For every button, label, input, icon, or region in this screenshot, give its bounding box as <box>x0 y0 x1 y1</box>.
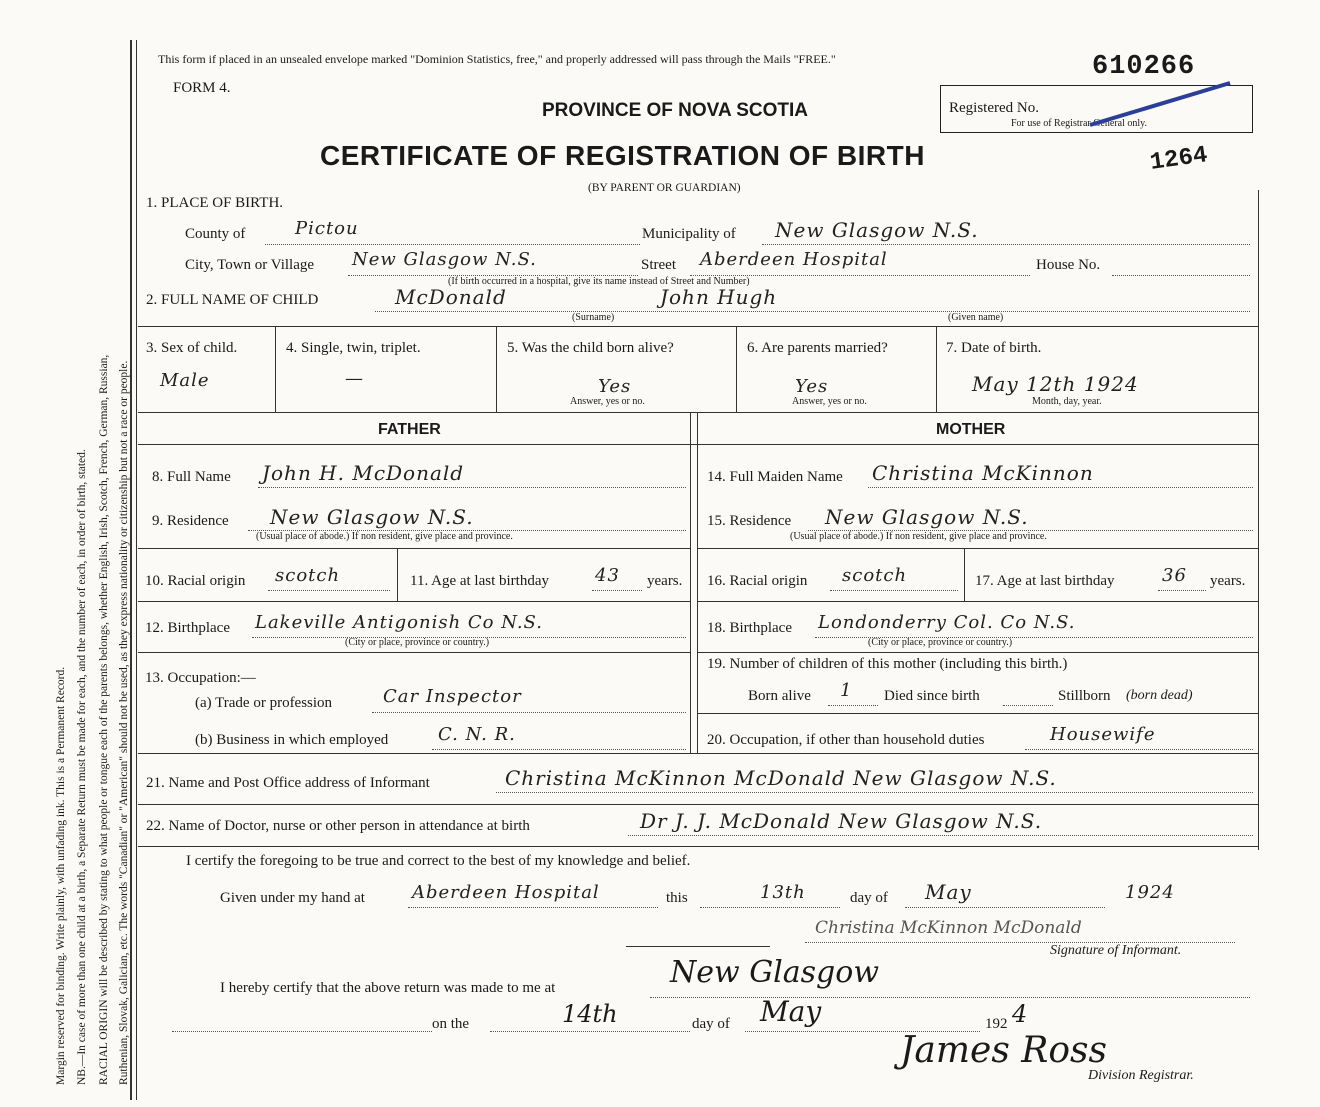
house-no-line <box>1112 275 1250 276</box>
registrar-statement: I hereby certify that the above return was made to me at <box>220 980 556 996</box>
certification-divider <box>626 946 770 947</box>
mother-birthplace-value: Londonderry Col. Co N.S. <box>818 612 1076 633</box>
mother-heading: MOTHER <box>936 421 1006 438</box>
given-year-value: 1924 <box>1125 882 1175 903</box>
mother-residence-label: 15. Residence <box>707 513 792 529</box>
children-count-label: 19. Number of children of this mother (including this birth.) <box>707 656 1068 672</box>
page-title: CERTIFICATE OF REGISTRATION OF BIRTH <box>320 140 925 171</box>
row-3-divider-4 <box>936 327 937 412</box>
parents-married-caption: Answer, yes or no. <box>792 396 867 407</box>
margin-note-multiple-births: NB.—In case of more than one child at a birth, a Separate Return must be made for each, and the number of each, in order of birth, stated. <box>76 449 88 1085</box>
registered-number-value: 1264 <box>1148 142 1210 177</box>
father-residence-value: New Glasgow N.S. <box>270 505 474 529</box>
father-birthplace-value: Lakeville Antigonish Co N.S. <box>255 612 543 633</box>
mother-name-value: Christina McKinnon <box>872 461 1094 485</box>
died-since-birth-label: Died since birth <box>884 688 980 704</box>
street-label: Street <box>641 257 676 273</box>
registrar-left-line <box>172 1031 432 1032</box>
mother-racial-label: 16. Racial origin <box>707 573 808 589</box>
registered-no-label: Registered No. <box>949 100 1039 116</box>
mother-racial-rule <box>698 601 1258 602</box>
informant-label: 21. Name and Post Office address of Informant <box>146 775 430 791</box>
margin-border-inner <box>136 40 137 1100</box>
registrar-place-line <box>650 997 1250 998</box>
informant-value: Christina McKinnon McDonald New Glasgow N.S. <box>505 766 1057 790</box>
registrar-day-of-label: day of <box>692 1016 730 1032</box>
informant-rule <box>138 804 1258 805</box>
page-subtitle: (BY PARENT OR GUARDIAN) <box>588 182 741 194</box>
registrar-year-digit: 4 <box>1012 1000 1028 1028</box>
city-label: City, Town or Village <box>185 257 315 273</box>
row-3-bottom-border <box>138 412 1258 413</box>
certification-statement: I certify the foregoing to be true and correct to the best of my knowledge and belief. <box>186 853 691 869</box>
mother-racial-line <box>830 590 958 591</box>
municipality-value: New Glasgow N.S. <box>775 218 979 242</box>
plurality-value: — <box>345 368 364 389</box>
county-label: County of <box>185 226 246 242</box>
given-name-caption: (Given name) <box>948 312 1004 323</box>
date-of-birth-caption: Month, day, year. <box>1032 396 1102 407</box>
born-alive-count-label: Born alive <box>748 688 811 704</box>
margin-note-binding: Margin reserved for binding. Write plainly, with unfading ink. This is a Permanent Record. <box>55 666 67 1085</box>
father-trade-value: Car Inspector <box>383 686 522 707</box>
registrar-day-line <box>490 1031 690 1032</box>
mother-age-label: 17. Age at last birthday <box>975 573 1115 589</box>
father-age-unit: years. <box>647 573 683 589</box>
mother-racial-divider <box>964 549 965 601</box>
father-name-label: 8. Full Name <box>152 469 231 485</box>
mother-residence-rule <box>698 548 1258 549</box>
registrar-signature-caption: Division Registrar. <box>1088 1068 1194 1083</box>
father-age-value: 43 <box>595 565 620 586</box>
date-of-birth-label: 7. Date of birth. <box>946 340 1042 356</box>
hospital-note: (If birth occurred in a hospital, give its name instead of Street and Number) <box>448 276 750 287</box>
mother-birthplace-rule <box>698 652 1258 653</box>
registered-no-note: For use of Registrar General only. <box>1011 118 1147 129</box>
date-of-birth-value: May 12th 1924 <box>972 372 1139 396</box>
house-no-label: House No. <box>1036 257 1101 273</box>
street-value: Aberdeen Hospital <box>700 249 888 270</box>
father-name-value: John H. McDonald <box>262 461 465 485</box>
mother-name-label: 14. Full Maiden Name <box>707 469 843 485</box>
mother-age-value: 36 <box>1162 565 1187 586</box>
registrar-place-value: New Glasgow <box>670 955 880 990</box>
father-birthplace-caption: (City or place, province or country.) <box>345 637 490 648</box>
row-3-divider-2 <box>496 327 497 412</box>
city-value: New Glasgow N.S. <box>352 249 537 270</box>
informant-signature-caption: Signature of Informant. <box>1050 943 1182 958</box>
registrar-month-value: May <box>760 995 822 1028</box>
surname-caption: (Surname) <box>572 312 615 323</box>
children-count-rule <box>698 713 1258 714</box>
informant-line <box>496 792 1253 793</box>
given-place-value: Aberdeen Hospital <box>412 882 600 903</box>
parents-bottom-rule <box>138 753 1258 754</box>
father-racial-value: scotch <box>275 565 341 586</box>
form-frame-right <box>1258 190 1259 850</box>
registrar-pen-mark <box>1080 75 1240 135</box>
county-value: Pictou <box>295 218 359 239</box>
father-heading: FATHER <box>378 421 441 438</box>
attendant-line <box>628 835 1253 836</box>
father-residence-label: 9. Residence <box>152 513 229 529</box>
mother-residence-value: New Glasgow N.S. <box>825 505 1029 529</box>
county-line <box>265 244 640 245</box>
father-business-label: (b) Business in which employed <box>195 732 389 748</box>
born-alive-count-line <box>828 705 878 706</box>
given-day-of-label: day of <box>850 890 888 906</box>
father-name-line <box>258 487 686 488</box>
born-alive-value: Yes <box>598 376 632 397</box>
mother-occupation-label: 20. Occupation, if other than household duties <box>707 732 985 748</box>
registrar-on-the-label: on the <box>432 1016 470 1032</box>
mother-occupation-line <box>1025 749 1253 750</box>
mother-age-unit: years. <box>1210 573 1246 589</box>
given-this-label: this <box>666 890 688 906</box>
father-racial-divider <box>397 549 398 601</box>
given-day-value: 13th <box>760 882 806 903</box>
province-heading: PROVINCE OF NOVA SCOTIA <box>542 100 809 121</box>
mother-birthplace-caption: (City or place, province or country.) <box>868 637 1013 648</box>
serial-number: 610266 <box>1092 52 1196 82</box>
father-business-value: C. N. R. <box>438 724 516 745</box>
margin-border-outer <box>130 40 132 1100</box>
row-3-divider-1 <box>275 327 276 412</box>
born-alive-label: 5. Was the child born alive? <box>507 340 674 356</box>
sex-value: Male <box>160 370 210 391</box>
given-month-value: May <box>925 880 972 904</box>
registrar-day-value: 14th <box>562 1000 618 1028</box>
born-alive-caption: Answer, yes or no. <box>570 396 645 407</box>
father-occupation-label: 13. Occupation:— <box>145 670 256 686</box>
father-business-line <box>432 749 686 750</box>
informant-signature: Christina McKinnon McDonald <box>815 918 1082 938</box>
father-racial-rule <box>138 601 690 602</box>
mother-racial-value: scotch <box>842 565 908 586</box>
municipality-line <box>762 244 1250 245</box>
father-residence-caption: (Usual place of abode.) If non resident, give place and province. <box>256 531 513 542</box>
mother-name-line <box>868 487 1253 488</box>
parents-married-label: 6. Are parents married? <box>747 340 888 356</box>
child-name-line <box>375 311 1250 312</box>
registrar-year-prefix: 192 <box>985 1016 1008 1032</box>
mother-residence-caption: (Usual place of abode.) If non resident, give place and province. <box>790 531 1047 542</box>
sex-label: 3. Sex of child. <box>146 340 238 356</box>
municipality-label: Municipality of <box>642 226 736 242</box>
given-under-label: Given under my hand at <box>220 890 365 906</box>
attendant-rule <box>138 846 1258 847</box>
margin-note-racial-origin: RACIAL ORIGIN will be described by stating to what people or tongue each of the parents belongs, whether English, Irish, Scotch, French, German, Russian, <box>98 354 110 1085</box>
father-residence-rule <box>138 548 690 549</box>
born-alive-count-value: 1 <box>840 680 853 701</box>
attendant-label: 22. Name of Doctor, nurse or other person in attendance at birth <box>146 818 530 834</box>
place-of-birth-heading: 1. PLACE OF BIRTH. <box>146 195 284 211</box>
registrar-signature: James Ross <box>900 1030 1107 1071</box>
form-number: FORM 4. <box>173 80 231 96</box>
row-3-divider-3 <box>736 327 737 412</box>
given-month-line <box>905 907 1105 908</box>
father-age-label: 11. Age at last birthday <box>410 573 549 589</box>
plurality-label: 4. Single, twin, triplet. <box>286 340 421 356</box>
father-age-line <box>592 590 642 591</box>
mother-age-line <box>1158 590 1206 591</box>
mother-birthplace-label: 18. Birthplace <box>707 620 792 636</box>
attendant-value: Dr J. J. McDonald New Glasgow N.S. <box>640 809 1043 833</box>
child-surname-value: McDonald <box>395 285 507 309</box>
given-day-line <box>700 907 840 908</box>
child-given-value: John Hugh <box>660 285 778 309</box>
stillborn-label: Stillborn <box>1058 688 1111 704</box>
margin-note-racial-origin-cont: Ruthenian, Slovak, Galician, etc. The words "Canadian" or "American" should not be used, as they express nationality or citizenship but not a race or people. <box>118 360 130 1085</box>
stillborn-note: (born dead) <box>1126 688 1193 703</box>
mother-occupation-value: Housewife <box>1050 724 1156 745</box>
given-place-line <box>408 907 658 908</box>
child-name-label: 2. FULL NAME OF CHILD <box>146 292 319 308</box>
row-3-top-border <box>138 326 1258 327</box>
parents-center-divider-right <box>697 413 698 753</box>
father-trade-label: (a) Trade or profession <box>195 695 333 711</box>
father-racial-line <box>268 590 390 591</box>
died-since-birth-line <box>1003 705 1053 706</box>
father-trade-line <box>372 712 686 713</box>
father-racial-label: 10. Racial origin <box>145 573 246 589</box>
parents-married-value: Yes <box>795 376 829 397</box>
parents-center-divider-left <box>690 413 691 753</box>
father-birthplace-rule <box>138 652 690 653</box>
parents-heading-rule <box>138 444 1258 445</box>
father-birthplace-label: 12. Birthplace <box>145 620 230 636</box>
mail-notice: This form if placed in an unsealed envelope marked "Dominion Statistics, free," and properly addressed will pass through the Mails "FREE." <box>158 52 836 66</box>
